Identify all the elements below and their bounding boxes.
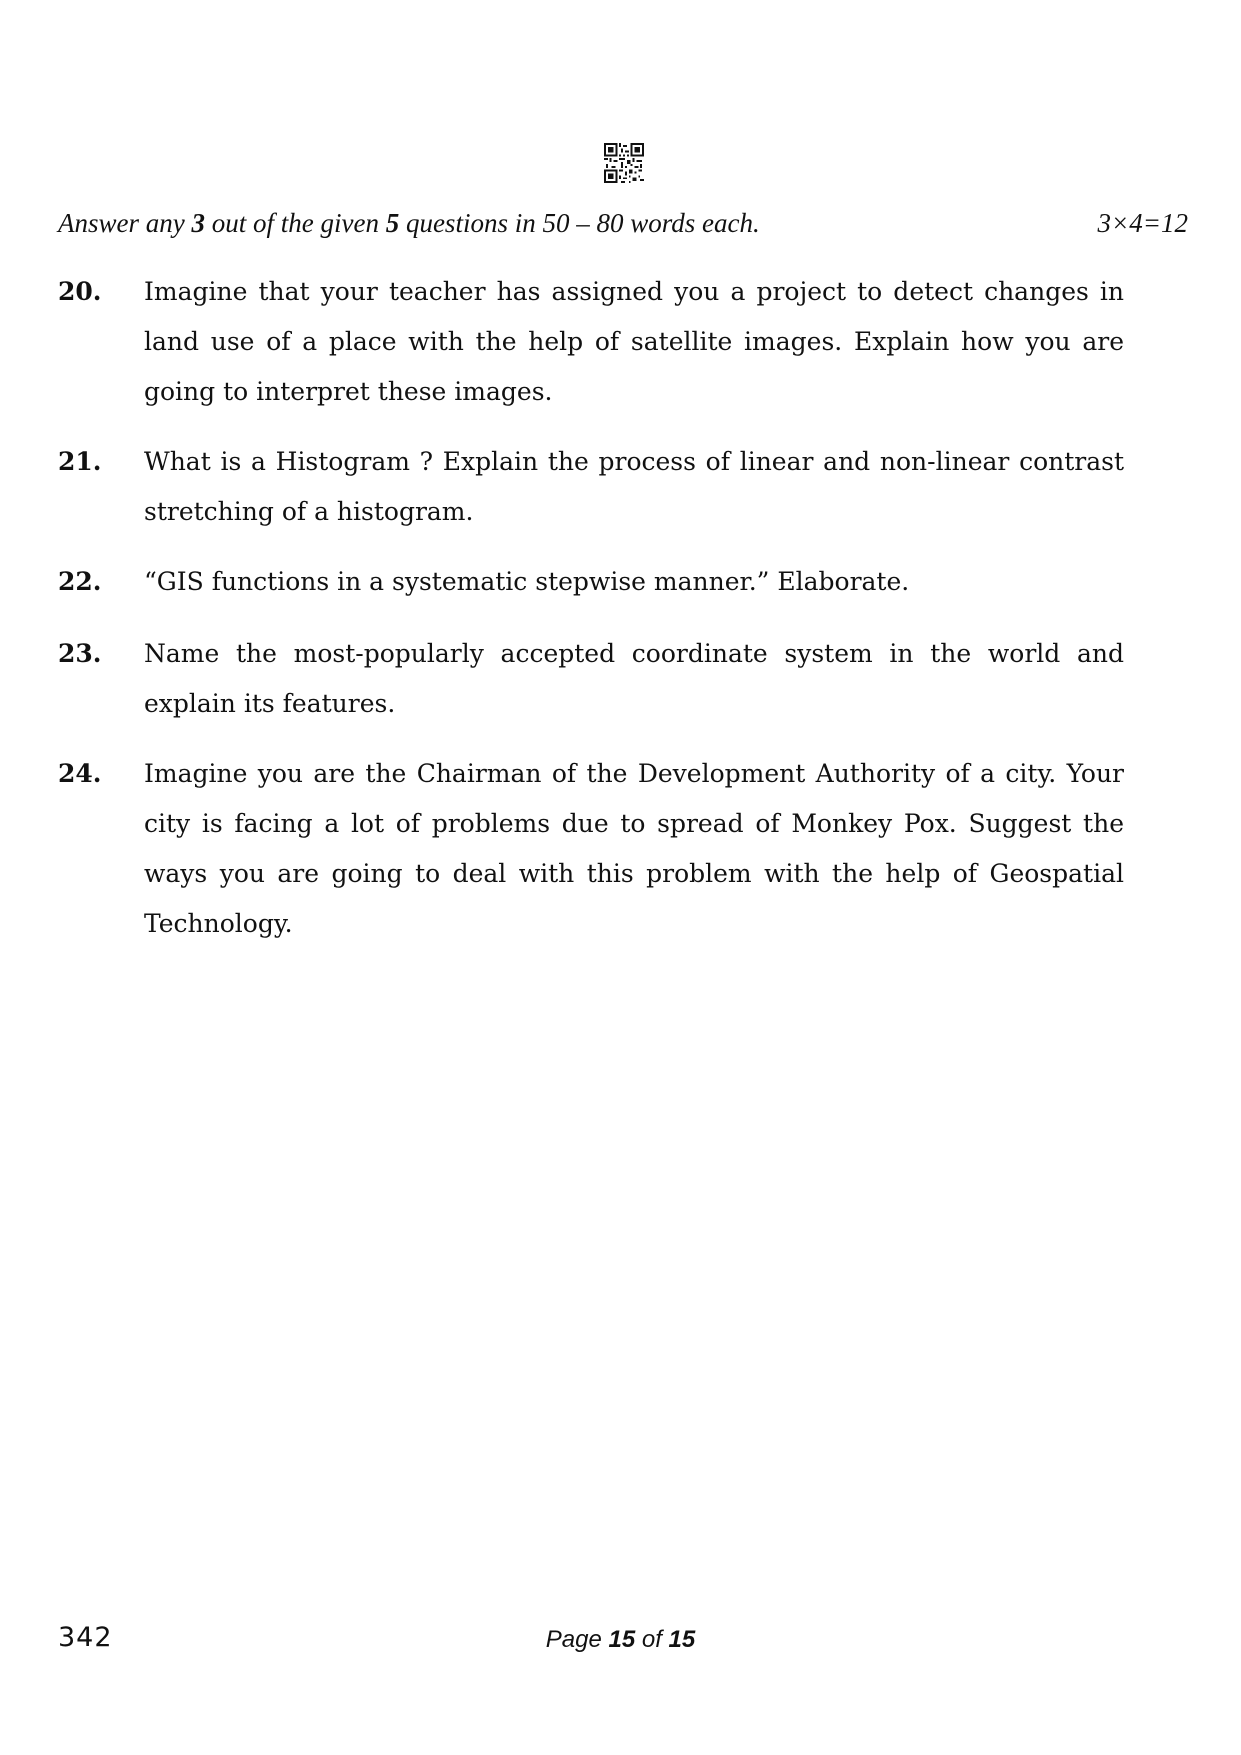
instruction-question-count: 5	[385, 208, 400, 238]
instruction-text: Answer any 3 out of the given 5 questions in 50 – 80 words each.	[58, 208, 760, 238]
question-21	[58, 437, 1124, 537]
instruction-answer-count: 3	[191, 208, 205, 238]
page-current: 15	[608, 1626, 636, 1653]
page-number: Page 15 of 15	[545, 1626, 696, 1653]
question-text: Imagine that your teacher has assigned you a project to detect changes in land use of a place with the help of satellite images. Explain how you are going to interpret these images.	[144, 277, 1124, 406]
question-text: Imagine you are the Chairman of the Development Authority of a city. Your city is facing a lot of problems due to spread of Monkey Pox. Suggest the ways you are going to deal with this problem with the help of Geospatial Technology.	[144, 759, 1124, 938]
page-total: 15	[668, 1626, 696, 1653]
question-number: 21.	[58, 447, 102, 476]
question-text: Name the most-popularly accepted coordinate system in the world and explain its features.	[144, 639, 1124, 718]
paper-code: 342	[58, 1622, 113, 1653]
question-20	[58, 267, 1124, 417]
question-24	[58, 749, 1124, 949]
marks-allocation: 3×4=12	[1097, 208, 1188, 238]
qr-code	[604, 143, 644, 183]
question-23	[58, 629, 1124, 729]
question-22	[58, 557, 1124, 607]
question-number: 24.	[58, 759, 102, 788]
question-text: “GIS functions in a systematic stepwise manner.” Elaborate.	[144, 567, 910, 596]
question-text: What is a Histogram ? Explain the process of linear and non-linear contrast stretching of a histogram.	[144, 447, 1124, 526]
question-number: 20.	[58, 277, 102, 306]
section-instruction	[58, 206, 1188, 240]
question-number: 22.	[58, 567, 102, 596]
question-number: 23.	[58, 639, 102, 668]
